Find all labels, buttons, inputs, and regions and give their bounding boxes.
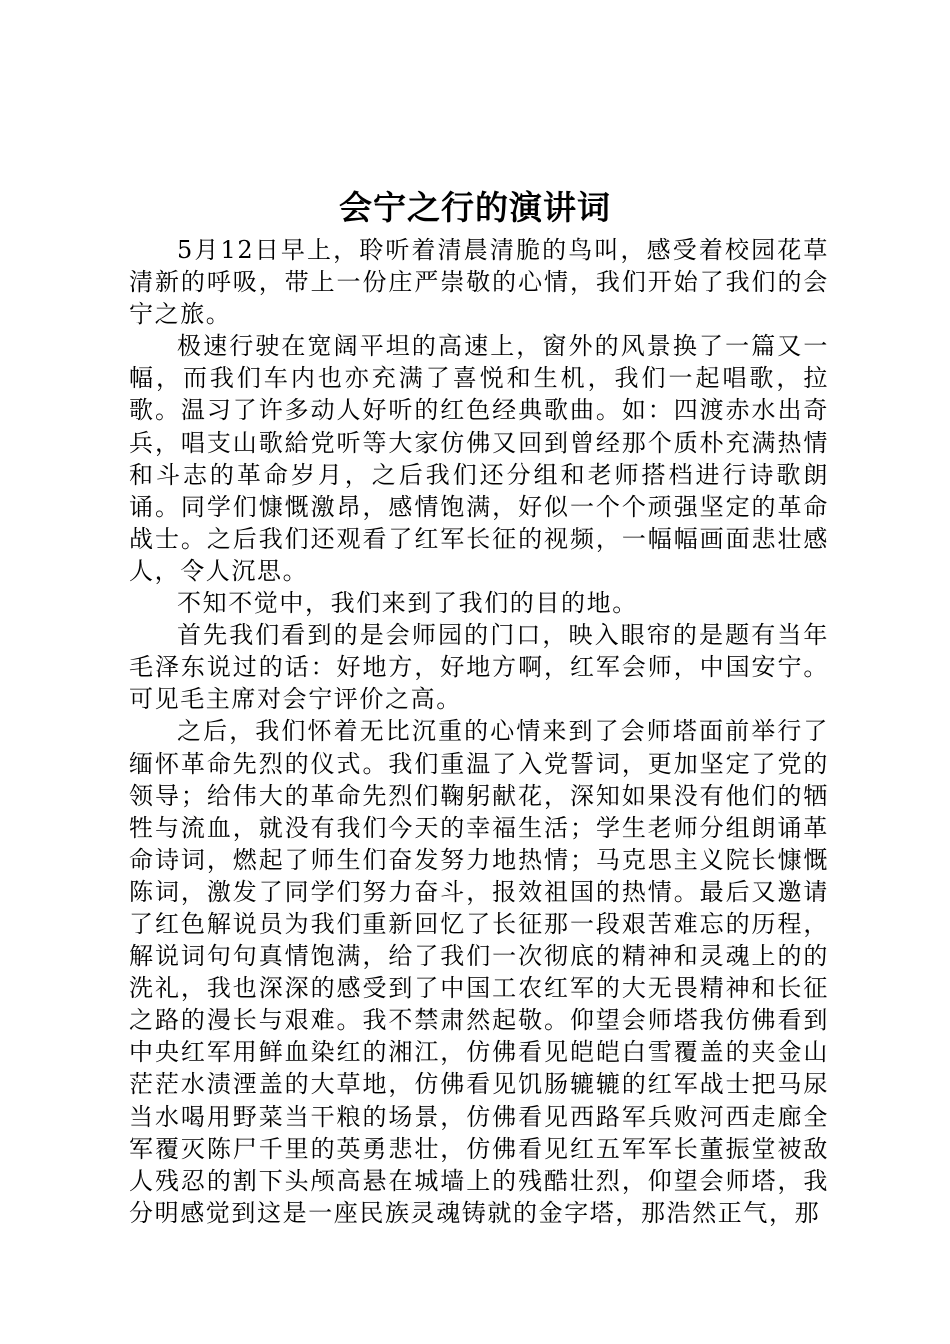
paragraph: 不知不觉中，我们来到了我们的目的地。 xyxy=(177,589,638,618)
document-body xyxy=(129,234,829,1229)
paragraph: 极速行驶在宽阔平坦的高速上，窗外的风景换了一篇又一幅，而我们车内也亦充满了喜悦和生机，我们一起唱歌，拉歌。温习了许多动人好听的红色经典歌曲。如：四渡赤水出奇兵，唱支山歌給党听等大家仿佛又回到曾经那个质朴充满热情和斗志的革命岁月，之后我们还分组和老师搭档进行诗歌朗诵。同学们慷慨激昂，感情饱满，好似一个个顽强坚定的革命战士。之后我们还观看了红军长征的视频，一幅幅画面悲壮感人，令人沉思。 xyxy=(129,332,829,585)
paragraph: 5月12日早上，聆听着清晨清脆的鸟叫，感受着校园花草清新的呼吸，带上一份庄严崇敬的心情，我们开始了我们的会宁之旅。 xyxy=(129,236,829,329)
paragraph: 首先我们看到的是会师园的门口，映入眼帘的是题有当年毛泽东说过的话：好地方，好地方啊，红军会师，中国安宁。可见毛主席对会宁评价之高。 xyxy=(129,621,829,714)
document-title: 会宁之行的演讲词 xyxy=(339,188,611,227)
paragraph: 之后，我们怀着无比沉重的心情来到了会师塔面前举行了缅怀革命先烈的仪式。我们重温了入党誓词，更加坚定了党的领导；给伟大的革命先烈们鞠躬献花，深知如果没有他们的牺牲与流血，就没有我们今天的幸福生活；学生老师分组朗诵革命诗词，燃起了师生们奋发努力地热情；马克思主义院长慷慨陈词，激发了同学们努力奋斗，报效祖国的热情。最后又邀请了红色解说员为我们重新回忆了长征那一段艰苦难忘的历程，解说词句句真情饱满，给了我们一次彻底的精神和灵魂上的的洗礼，我也深深的感受到了中国工农红军的大无畏精神和长征之路的漫长与艰难。我不禁肃然起敬。仰望会师塔我仿佛看到中央红军用鲜血染红的湘江，仿佛看见皑皑白雪覆盖的夹金山茫茫水渍湮盖的大草地，仿佛看见饥肠辘辘的红军战士把马尿当水喝用野菜当干粮的场景，仿佛看见西路军兵败河西走廊全军覆灭陈尸千里的英勇悲壮，仿佛看见红五军军长董振堂被敌人残忍的割下头颅高悬在城墙上的残酷壮烈，仰望会师塔，我分明感觉到这是一座民族灵魂铸就的金字塔，那浩然正气，那 xyxy=(129,717,829,1227)
